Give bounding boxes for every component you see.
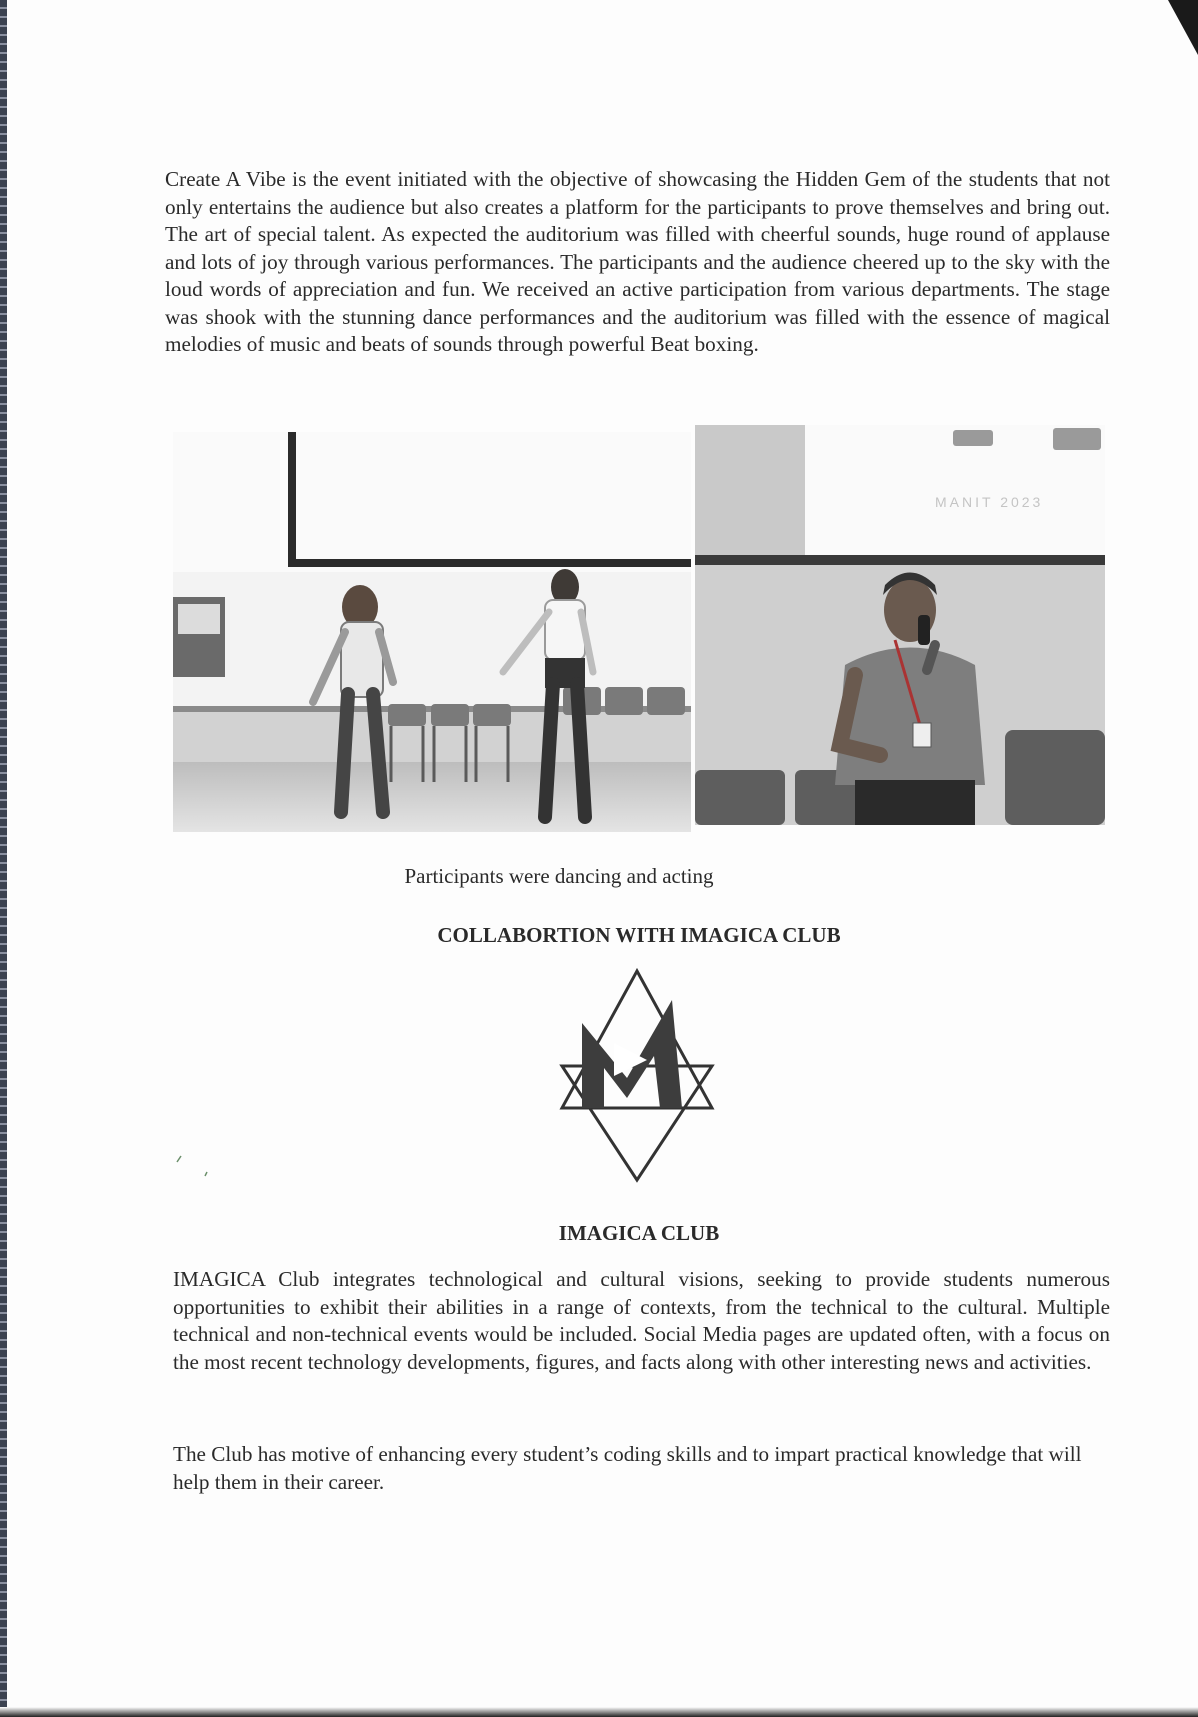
intro-paragraph: Create A Vibe is the event initiated with the objective of showcasing the Hidden Gem of the students that not only entertains the audience but also creates a platform for the participants to prove themselves and bring out. The art of special talent. As expected the auditorium was filled with cheerful sounds, huge round of applause and lots of joy through various performances. The participants and the audience cheered up to the sky with the loud words of appreciation and fun. We received an active participation from various departments. The stage was shook with the stunning dance performances and the auditorium was filled with the essence of magical melodies of music and beats of sounds through powerful Beat boxing.: [165, 167, 1110, 356]
acting-photo: [695, 425, 1105, 825]
dancing-photo: [173, 432, 691, 832]
scan-binding-edge: [0, 0, 7, 1717]
collaboration-heading: COLLABORTION WITH IMAGICA CLUB: [437, 923, 841, 947]
scan-corner-mark: [1168, 0, 1198, 60]
scan-speck: [175, 1150, 215, 1180]
imagica-club-logo-icon: [552, 968, 722, 1183]
scan-bottom-edge: [0, 1707, 1198, 1717]
screen-text: MANIT 2023: [935, 494, 1044, 510]
club-paragraph-2: The Club has motive of enhancing every student’s coding skills and to impart practical knowledge that will help them in their career.: [173, 1442, 1082, 1494]
club-paragraph-1: IMAGICA Club integrates technological and cultural visions, seeking to provide students numerous opportunities to exhibit their abilities in a range of contexts, from the technical to the cultural. Multiple technical and non-technical events would be included. Social Media pages are updated often, with a focus on the most recent technology developments, figures, and facts along with other interesting news and activities.: [173, 1267, 1110, 1374]
photo-caption: Participants were dancing and acting: [404, 864, 714, 888]
club-heading: IMAGICA CLUB: [558, 1221, 720, 1245]
